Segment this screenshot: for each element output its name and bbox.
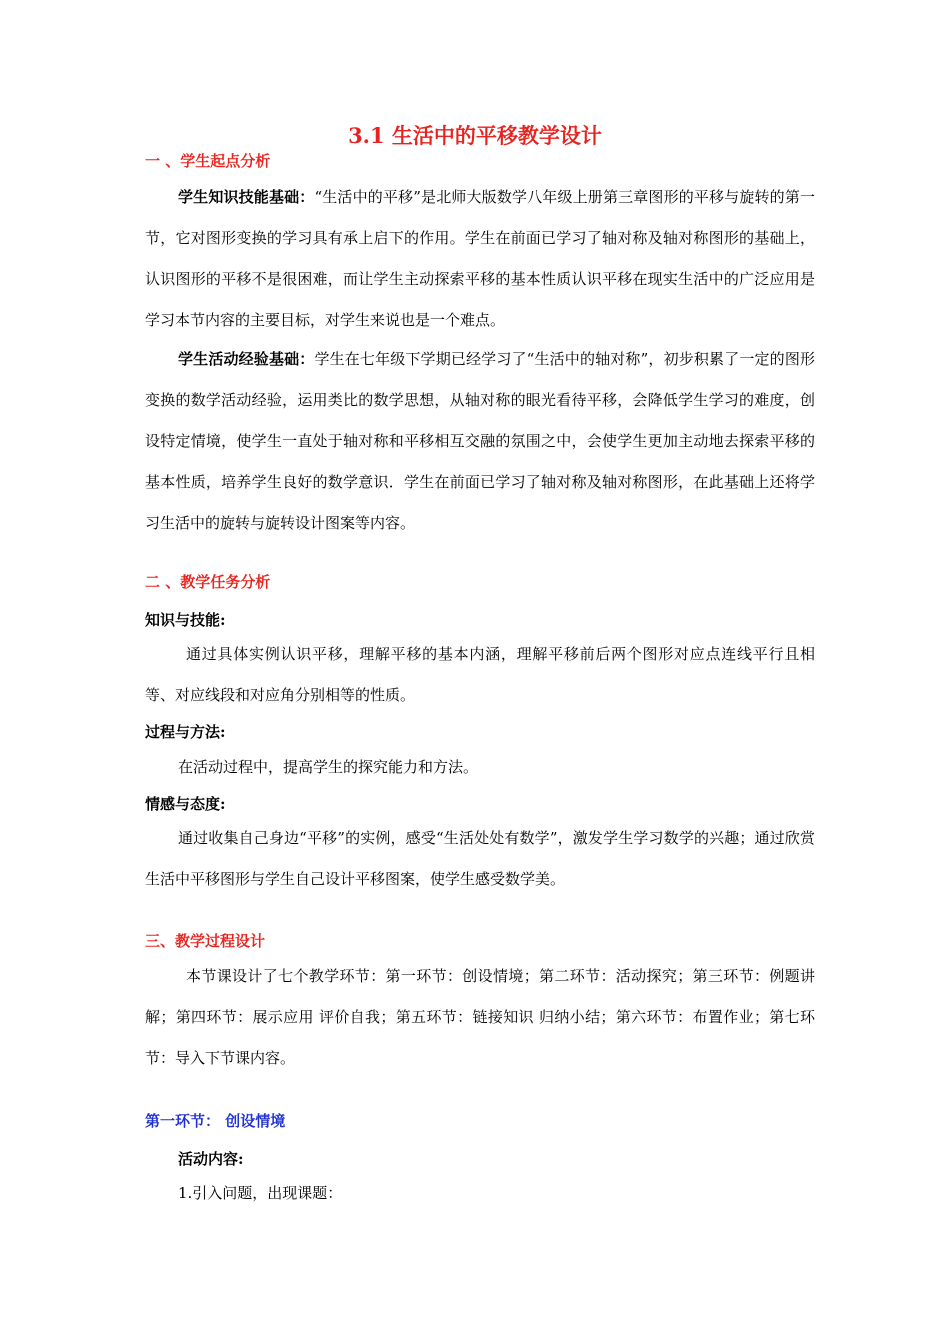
emotion-text: 通过收集自己身边“平移”的实例，感受“生活处处有数学”，激发学生学习数学的兴趣；通过欣赏生活中平移图形与学生自己设计平移图案，使学生感受数学美。 [145,829,815,888]
section3-paragraph [145,956,815,1079]
section2-heading: 二 、教学任务分析 [145,573,271,591]
stage1-item1: 1.引入问题，出现课题： [178,1184,343,1202]
stage1-heading: 第一环节： 创设情境 [145,1112,286,1130]
knowledge-label: 知识与技能: [145,611,226,629]
section3-text: 本节课设计了七个教学环节：第一环节：创设情境；第二环节：活动探究；第三环节：例题讲解；第四环节：展示应用 评价自我；第五环节：链接知识 归纳小结；第六环节：布置作业；第七环节：导入下节课内容。 [145,967,815,1067]
p2-text: 学生在七年级下学期已经学习了“生活中的轴对称”，初步积累了一定的图形变换的数学活动经验，运用类比的数学思想，从轴对称的眼光看待平移，会降低学生学习的难度，创设特定情境，使学生一直处于轴对称和平移相互交融的氛围之中，会使学生更加主动地去探索平移的基本性质，培养学生良好的数学意识．学生在前面已学习了轴对称及轴对称图形，在此基础上还将学习生活中的旋转与旋转设计图案等内容。 [145,350,815,532]
p1-text: “生活中的平移”是北师大版数学八年级上册第三章图形的平移与旋转的第一节，它对图形变换的学习具有承上启下的作用。学生在前面已学习了轴对称及轴对称图形的基础上，认识图形的平移不是很困难，而让学生主动探索平移的基本性质认识平移在现实生活中的广泛应用是学习本节内容的主要目标，对学生来说也是一个难点。 [145,188,815,329]
section3-heading: 三、教学过程设计 [145,932,266,950]
emotion-paragraph [145,818,815,900]
section1-paragraph1 [145,177,815,341]
document-title: 3.1 生活中的平移教学设计 [348,123,602,148]
section1-heading: 一 、学生起点分析 [145,152,271,170]
section1-paragraph2 [145,339,815,544]
emotion-label: 情感与态度: [145,795,226,813]
p1-label: 学生知识技能基础： [178,188,315,206]
process-text: 在活动过程中，提高学生的探究能力和方法。 [178,758,479,776]
process-paragraph [145,747,815,788]
knowledge-paragraph [145,634,815,716]
process-label: 过程与方法: [145,723,226,741]
activity-label: 活动内容: [178,1150,244,1168]
knowledge-text: 通过具体实例认识平移，理解平移的基本内涵，理解平移前后两个图形对应点连线平行且相等、对应线段和对应角分别相等的性质。 [145,645,815,704]
p2-label: 学生活动经验基础： [178,350,315,368]
